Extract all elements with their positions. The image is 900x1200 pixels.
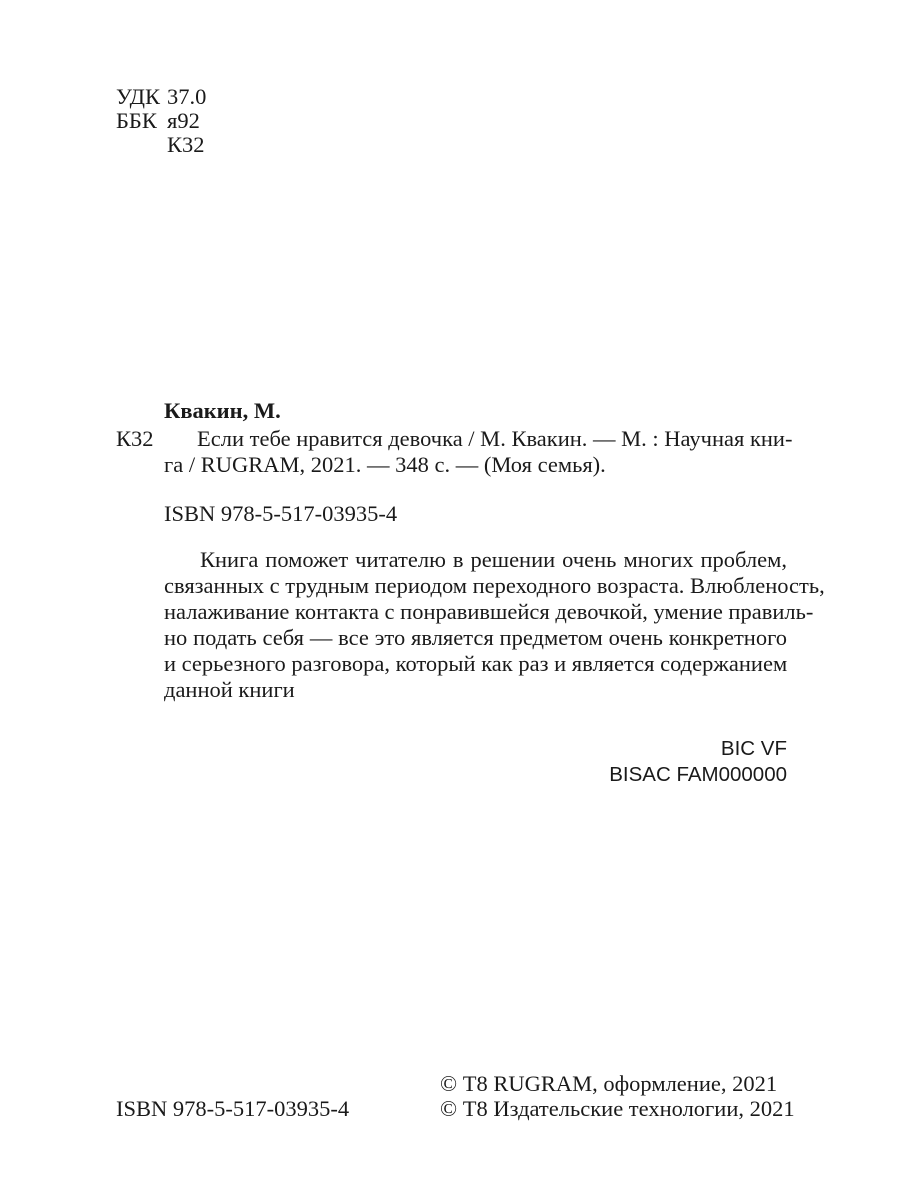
annotation-line: но подать себя — все это является предметом очень конкретного xyxy=(164,625,787,650)
annotation-line: налаживание контакта с понравившейся девочкой, умение правиль- xyxy=(164,599,814,624)
bbk-label: ББК xyxy=(116,108,157,133)
annotation-line: связанных с трудным периодом переходного возраста. Влюбленость, xyxy=(164,573,825,598)
bic-code: BIC VF xyxy=(720,737,787,760)
udk-value: 37.0 xyxy=(167,84,207,109)
udk-label: УДК xyxy=(116,84,161,109)
bibliographic-description-line-1: Если тебе нравится девочка / М. Квакин. — М. : Научная кни- xyxy=(197,426,793,451)
isbn-footer: ISBN 978-5-517-03935-4 xyxy=(116,1096,350,1121)
bbk-value: я92 xyxy=(167,108,200,133)
bisac-code: BISAC FAM000000 xyxy=(609,763,787,786)
copyright-design: © Т8 RUGRAM, оформление, 2021 xyxy=(440,1071,778,1096)
annotation-paragraph xyxy=(164,547,825,703)
author-heading: Квакин, М. xyxy=(164,398,281,423)
bibliographic-description-line-2: га / RUGRAM, 2021. — 348 с. — (Моя семья). xyxy=(164,452,606,477)
call-number: К32 xyxy=(116,426,154,451)
annotation-line: Книга поможет читателю в решении очень многих проблем, xyxy=(200,547,787,572)
annotation-line: данной книги xyxy=(164,677,295,702)
isbn-main: ISBN 978-5-517-03935-4 xyxy=(164,501,398,526)
copyright-publisher: © Т8 Издательские технологии, 2021 xyxy=(440,1096,795,1121)
annotation-line: и серьезного разговора, который как раз и является содержанием xyxy=(164,651,788,676)
author-mark: К32 xyxy=(167,132,205,157)
